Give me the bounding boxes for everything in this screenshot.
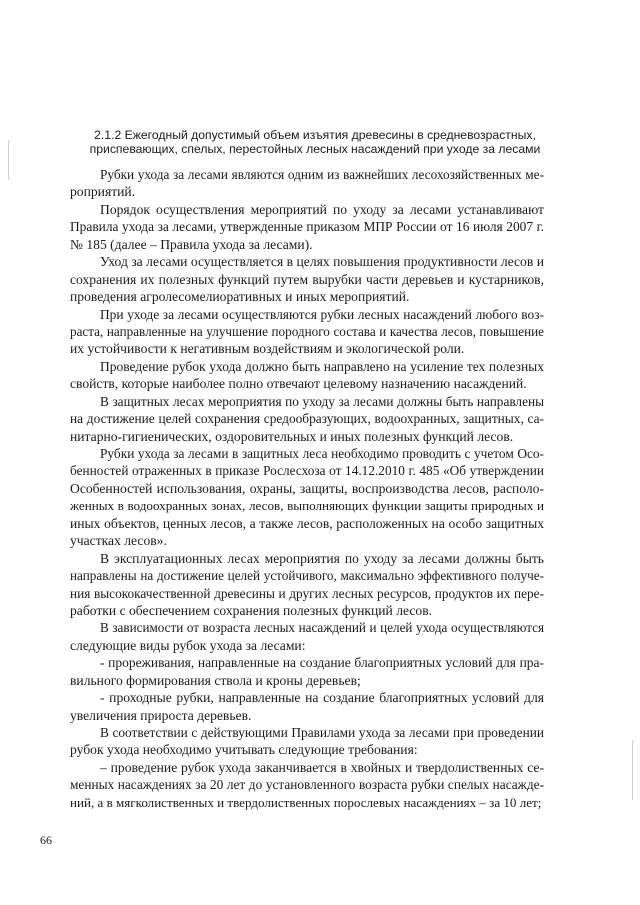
text-line: на достижение целей сохранения средообразующих, водоохранных, защитных, са- (70, 411, 544, 427)
text-line: менных насаждениях за 20 лет до установленного возраста рубки спелых насажде- (70, 777, 544, 793)
text-line: роприятий. (70, 184, 136, 200)
page-number: 66 (40, 833, 52, 847)
text-line: – проведение рубок ухода заканчивается в хвойных и твердолиственных се- (100, 759, 544, 775)
text-line: - проходные рубки, направленные на создание благоприятных условий для (100, 690, 544, 706)
text-line: сохранения их полезных функций путем вырубки части деревьев и кустарников, (70, 271, 544, 287)
section-heading (70, 128, 560, 156)
body-text (70, 166, 544, 811)
text-line: Рубки ухода за лесами в защитных леса необходимо проводить с учетом Осо- (100, 446, 544, 461)
text-line: проведения агролесомелиоративных и иных мероприятий. (70, 289, 410, 305)
text-line: - прореживания, направленные на создание благоприятных условий для пра- (100, 655, 544, 671)
text-line: бенностей отраженных в приказе Рослесхоза от 14.12.2010 г. 485 «Об утверждении (70, 463, 544, 479)
text-line: Рубки ухода за лесами являются одним из важнейших лесохозяйственных ме- (100, 167, 544, 182)
text-line: Уход за лесами осуществляется в целях повышения продуктивности лесов и (100, 254, 544, 270)
text-line: При уходе за лесами осуществляются рубки лесных насаждений любого воз- (100, 306, 544, 322)
text-line: Порядок осуществления мероприятий по уходу за лесами устанавливают (100, 201, 544, 217)
text-line: нитарно-гигиенических, оздоровительных и иных полезных функций лесов. (70, 428, 514, 444)
text-line: ний, а в мягколиственных и твердолиственных порослевых насаждениях – за 10 лет; (70, 794, 542, 810)
heading-line-1: 2.1.2 Ежегодный допустимый объем изъятия древесины в средневозрастных, (94, 128, 536, 142)
text-line: вильного формирования ствола и кроны деревьев; (70, 672, 361, 688)
text-line: их устойчивости к негативным воздействиям и экологической роли. (70, 341, 465, 357)
text-line: следующие виды рубок ухода за лесами: (70, 637, 306, 653)
text-line: увеличения прироста деревьев. (70, 707, 252, 723)
text-line: В соответствии с действующими Правилами ухода за лесами при проведении (100, 725, 544, 740)
heading-line-2: приспевающих, спелых, перестойных лесных насаждений при уходе за лесами (89, 142, 541, 156)
text-line: направлены на достижение целей устойчивого, максимально эффективного получе- (70, 568, 544, 584)
scan-edge-mark (632, 740, 633, 800)
text-line: участках лесов». (70, 533, 167, 549)
text-line: раста, направленные на улучшение породного состава и качества лесов, повышение (70, 323, 544, 339)
text-line: ния высококачественной древесины и других лесных ресурсов, продуктов их пере- (70, 585, 544, 601)
text-line: В защитных лесах мероприятия по уходу за лесами должны быть направлены (100, 393, 544, 409)
text-line: № 185 (далее – Правила ухода за лесами). (70, 236, 313, 252)
text-line: Проведение рубок ухода должно быть направлено на усиление тех полезных (100, 358, 544, 374)
text-line: работки с обеспечением сохранения полезных функций лесов. (70, 602, 433, 618)
text-line: иных объектов, ценных лесов, а также лесов, расположенных на особо защитных (70, 515, 544, 531)
text-line: Особенностей использования, охраны, защиты, воспроизводства лесов, располо- (70, 480, 544, 496)
text-line: женных в водоохранных зонах, лесов, выполняющих функции защиты природных и (70, 498, 544, 514)
text-line: свойств, которые наиболее полно отвечают целевому назначению насаждений. (70, 376, 527, 392)
text-line: Правила ухода за лесами, утвержденные приказом МПР России от 16 июля 2007 г. (70, 219, 544, 235)
text-line: рубок ухода необходимо учитывать следующие требования: (70, 742, 418, 758)
text-line: В зависимости от возраста лесных насаждений и целей ухода осуществляются (100, 620, 544, 636)
scan-edge-mark (8, 140, 9, 180)
text-line: В эксплуатационных лесах мероприятия по уходу за лесами должны быть (100, 550, 544, 566)
